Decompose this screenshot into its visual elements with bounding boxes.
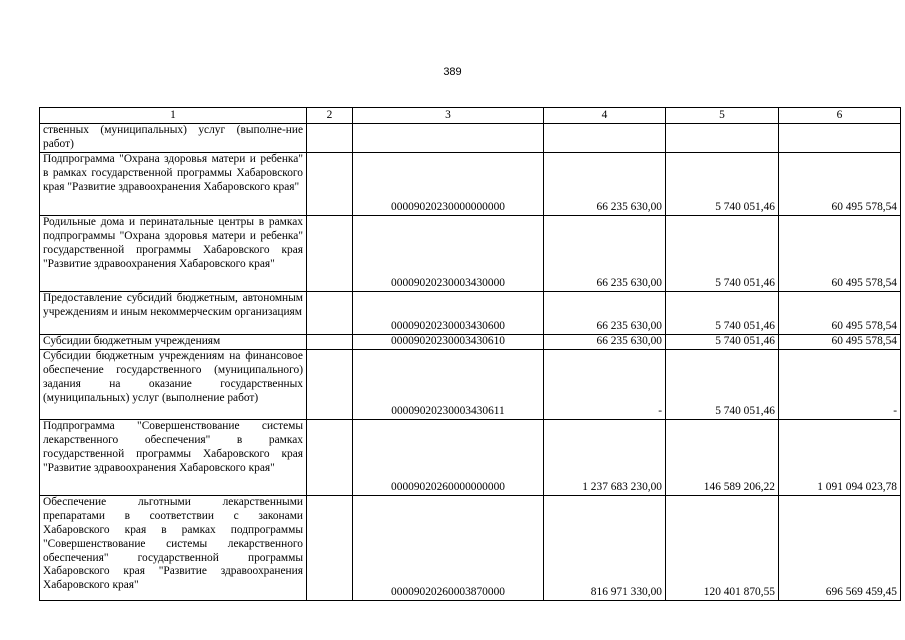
column-header-3: 3: [353, 108, 544, 124]
table-row: [40, 216, 901, 292]
row-amount-remaining-cell: 696 569 459,45: [779, 495, 901, 600]
row-name-cell: Субсидии бюджетным учреждениям на финансовое обеспечение государственного (муниципального) задания на оказание государственных (муниципальных) услуг (выполнение работ): [40, 349, 307, 419]
row-code-cell: 00009020260000000000: [353, 419, 544, 495]
row-amount-remaining-cell: 60 495 578,54: [779, 216, 901, 292]
row-col2-cell: [307, 124, 353, 153]
row-amount-approved-cell: 66 235 630,00: [544, 216, 666, 292]
header-row: [40, 108, 901, 124]
row-amount-remaining-cell: [779, 124, 901, 153]
row-amount-executed-cell: 5 740 051,46: [666, 216, 779, 292]
row-amount-remaining-cell: 60 495 578,54: [779, 153, 901, 216]
budget-table: [39, 107, 901, 601]
row-name-cell: Субсидии бюджетным учреждениям: [40, 335, 307, 350]
row-name-cell: Подпрограмма "Совершенствование системы лекарственного обеспечения" в рамках государственной программы Хабаровского края "Развитие здравоохранения Хабаровского края": [40, 419, 307, 495]
row-amount-approved-cell: 1 237 683 230,00: [544, 419, 666, 495]
row-amount-approved-cell: 816 971 330,00: [544, 495, 666, 600]
row-amount-approved-cell: 66 235 630,00: [544, 292, 666, 335]
row-amount-executed-cell: 120 401 870,55: [666, 495, 779, 600]
row-col2-cell: [307, 495, 353, 600]
row-code-cell: 00009020230003430000: [353, 216, 544, 292]
column-header-5: 5: [666, 108, 779, 124]
row-code-cell: 00009020230003430611: [353, 349, 544, 419]
row-code-cell: 00009020230003430610: [353, 335, 544, 350]
row-amount-remaining-cell: 60 495 578,54: [779, 335, 901, 350]
row-amount-remaining-cell: 1 091 094 023,78: [779, 419, 901, 495]
row-name-cell: Предоставление субсидий бюджетным, автономным учреждениям и иным некоммерческим организациям: [40, 292, 307, 335]
row-amount-approved-cell: [544, 124, 666, 153]
row-col2-cell: [307, 153, 353, 216]
table-row: [40, 335, 901, 350]
row-code-cell: 00009020230003430600: [353, 292, 544, 335]
column-header-2: 2: [307, 108, 353, 124]
table-row: [40, 495, 901, 600]
column-header-1: 1: [40, 108, 307, 124]
row-amount-approved-cell: -: [544, 349, 666, 419]
row-amount-executed-cell: 5 740 051,46: [666, 292, 779, 335]
table-row: [40, 124, 901, 153]
column-header-6: 6: [779, 108, 901, 124]
table-row: [40, 419, 901, 495]
row-amount-approved-cell: 66 235 630,00: [544, 153, 666, 216]
page-number: 389: [443, 66, 462, 78]
table-body: [40, 124, 901, 601]
row-col2-cell: [307, 292, 353, 335]
table-row: [40, 349, 901, 419]
row-code-cell: [353, 124, 544, 153]
row-code-cell: 00009020260003870000: [353, 495, 544, 600]
row-name-cell: Подпрограмма "Охрана здоровья матери и ребенка" в рамках государственной программы Хабаровского края "Развитие здравоохранения Хабаровского края": [40, 153, 307, 216]
row-amount-executed-cell: 5 740 051,46: [666, 335, 779, 350]
row-amount-remaining-cell: 60 495 578,54: [779, 292, 901, 335]
row-amount-remaining-cell: -: [779, 349, 901, 419]
row-name-cell: Родильные дома и перинатальные центры в рамках подпрограммы "Охрана здоровья матери и ребенка" государственной программы Хабаровского края "Развитие здравоохранения Хабаровского края": [40, 216, 307, 292]
row-col2-cell: [307, 349, 353, 419]
column-header-4: 4: [544, 108, 666, 124]
row-col2-cell: [307, 216, 353, 292]
row-col2-cell: [307, 335, 353, 350]
row-amount-executed-cell: 146 589 206,22: [666, 419, 779, 495]
row-amount-executed-cell: 5 740 051,46: [666, 349, 779, 419]
row-name-cell: Обеспечение льготными лекарственными препаратами в соответствии с законами Хабаровского края в рамках подпрограммы "Совершенствование системы лекарственного обеспечения" государственной программы Хабаровского края "Развитие здравоохранения Хабаровского края": [40, 495, 307, 600]
row-amount-executed-cell: 5 740 051,46: [666, 153, 779, 216]
row-code-cell: 00009020230000000000: [353, 153, 544, 216]
row-col2-cell: [307, 419, 353, 495]
row-amount-approved-cell: 66 235 630,00: [544, 335, 666, 350]
row-amount-executed-cell: [666, 124, 779, 153]
table-row: [40, 153, 901, 216]
row-name-cell: ственных (муниципальных) услуг (выполне-ние работ): [40, 124, 307, 153]
table-row: [40, 292, 901, 335]
